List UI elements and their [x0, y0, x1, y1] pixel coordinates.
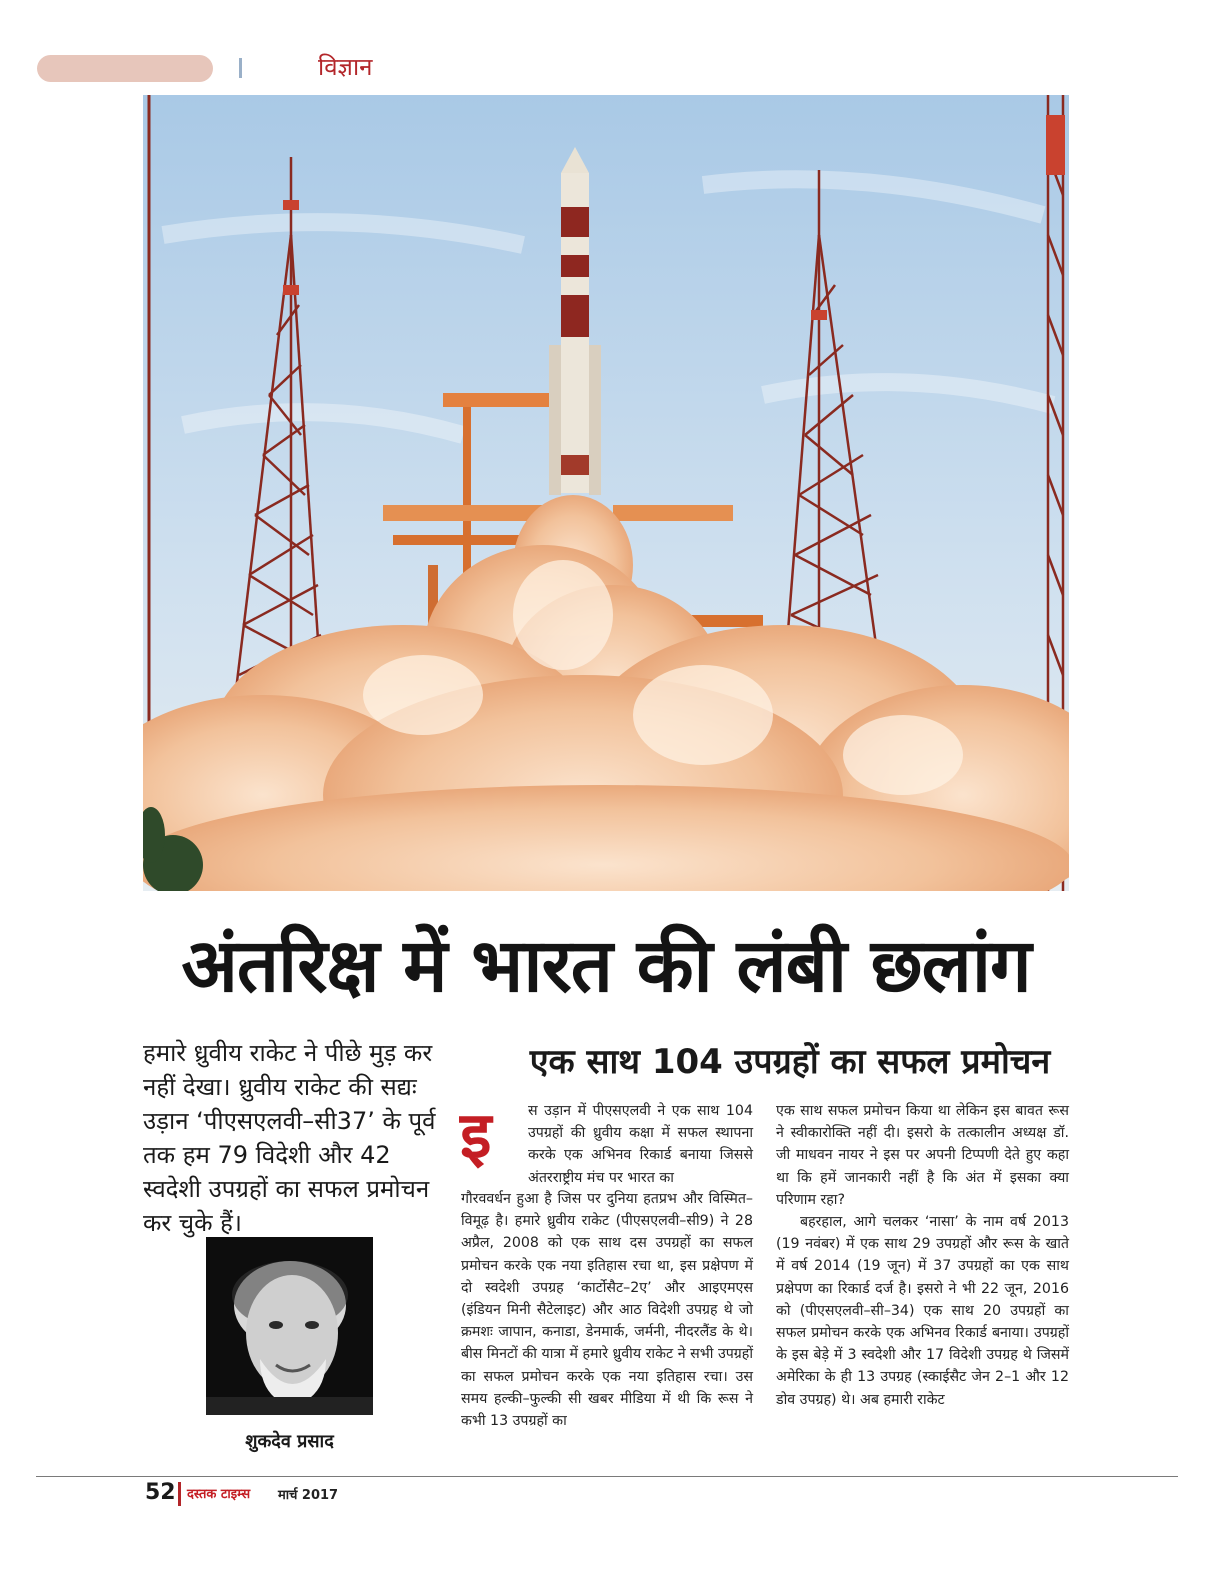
main-headline: अंतरिक्ष में भारत की लंबी छलांग	[181, 923, 1031, 1009]
article-paragraph: एक साथ सफल प्रमोचन किया था लेकिन इस बावत रूस ने स्वीकारोक्ति नहीं दी। इसरो के तत्कालीन अध्यक्ष डॉ. जी माधवन नायर ने इस पर अपनी टिप्पणी देते हुए कहा था कि हमें जानकारी नहीं है कि अंत में इसका क्या परिणाम रहा?	[776, 1103, 1069, 1208]
sub-headline: एक साथ 104 उपग्रहों का सफल प्रमोचन	[529, 1042, 1051, 1082]
article-column-1-lead	[528, 1100, 753, 1189]
header-tag-pill	[37, 55, 213, 82]
author-name: शुकदेव प्रसाद	[245, 1431, 334, 1452]
issue-date: मार्च 2017	[278, 1488, 339, 1503]
article-paragraph: गौरववर्धन हुआ है जिस पर दुनिया हतप्रभ और विस्मित–विमूढ़ है। हमारे ध्रुवीय राकेट (पीएसएलवी–सी9) ने 28 अप्रैल, 2008 को एक साथ दस उपग्रहों का सफल प्रमोचन करके एक नया इतिहास रचा था, इस प्रक्षेपण में दो स्वदेशी उपग्रह ‘कार्टोसैट–2ए’ और आइएमएस (इंडियन मिनी सैटेलाइट) और आठ विदेशी उपग्रह थे जो क्रमशः जापान, कनाडा, डेनमार्क, जर्मनी, नीदरलैंड के थे। बीस मिनटों की यात्रा में हमारे ध्रुवीय राकेट ने सभी उपग्रहों का सफल प्रमोचन करके एक नया इतिहास रचा। उस समय हल्की–फुल्की सी खबर मीडिया में थी कि रूस ने कभी 13 उपग्रहों का	[461, 1191, 753, 1430]
header-divider	[239, 58, 242, 78]
article-paragraph: स उड़ान में पीएसएलवी ने एक साथ 104 उपग्रहों की ध्रुवीय कक्षा में सफल स्थापना करके एक अभिनव रिकार्ड बनाया जिससे अंतरराष्ट्रीय मंच पर भारत का	[528, 1103, 753, 1186]
publication-logo: दस्तक टाइम्स	[187, 1487, 251, 1502]
footer-rule	[36, 1476, 1178, 1477]
intro-blurb: हमारे ध्रुवीय राकेट ने पीछे मुड़ कर नहीं देखा। ध्रुवीय राकेट की सद्यः उड़ान ‘पीएसएलवी–सी37’ के पूर्व तक हम 79 विदेशी और 42 स्वदेशी उपग्रहों का सफल प्रमोचन कर चुके हैं।	[143, 1039, 436, 1237]
drop-cap: इ	[460, 1099, 492, 1173]
rocket-launch-photo	[143, 95, 1069, 891]
page-number: 52	[145, 1480, 176, 1505]
author-portrait	[206, 1237, 373, 1415]
article-column-2	[776, 1100, 1069, 1411]
footer-divider	[178, 1482, 181, 1506]
article-column-1	[461, 1188, 753, 1432]
section-title: विज्ञान	[318, 53, 373, 81]
article-paragraph: बहरहाल, आगे चलकर ‘नासा’ के नाम वर्ष 2013 (19 नवंबर) में एक साथ 29 उपग्रहों और रूस के खाते में वर्ष 2014 (19 जून) में 37 उपग्रहों का एक साथ प्रक्षेपण का रिकार्ड दर्ज है। इसरो ने भी 22 जून, 2016 को (पीएसएलवी–सी–34) एक साथ 20 उपग्रहों का सफल प्रमोचन करके एक अभिनव रिकार्ड बनाया। उपग्रहों के इस बेड़े में 3 स्वदेशी और 17 विदेशी उपग्रह थे जिसमें अमेरिका के ही 13 उपग्रह (स्काईसैट जेन 2–1 और 12 डोव उपग्रह) थे। अब हमारी राकेट	[776, 1214, 1069, 1408]
